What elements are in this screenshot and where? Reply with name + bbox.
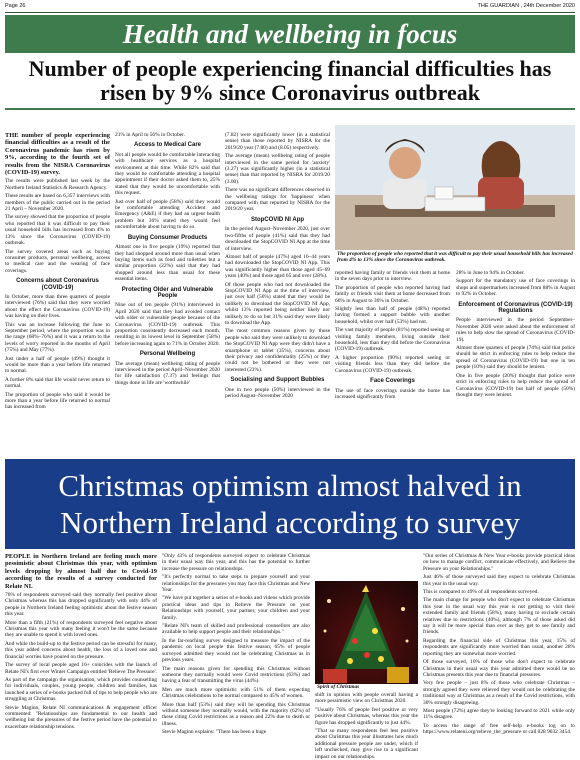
paragraph: The proportion of people who reported having had family or friends visit them at home decreased from 66% in August to 36% in October. bbox=[335, 284, 450, 304]
paragraph: shift in opinion with people overall having a more pessimistic view on Christmas 2020. bbox=[315, 692, 418, 705]
paragraph: A higher proportion (90%) reported seeing or visiting friends less than they did before the Coronavirus (COVID-19) outbreak. bbox=[335, 354, 450, 374]
paragraph: The survey covered areas such as buying consumer products, personal wellbeing, access to medical care and the wearing of face coverings. bbox=[5, 248, 110, 274]
lead-paragraph: PEOPLE in Northern Ireland are feeling much more pessimistic about Christmas this year, with optimism levels dropping by almost half due to Covid-19 according to the results of a survey conducted for Relate NI. bbox=[5, 553, 157, 590]
photo-caption: The proportion of people who reported that it was difficult to pay their usual household bills has increased from 4% to 13% since the Coronavirus outbreak. bbox=[335, 250, 575, 266]
paragraph: The survey showed that the proportion of people who reported that it was difficult to pay their usual household bills has increased from 4% to 13% since the Coronavirus (COVID-19) outbreak. bbox=[5, 214, 110, 247]
subheading: Face Coverings bbox=[370, 378, 415, 385]
paragraph: Just over half of people (58%) said they would be comfortable attending Accident and Emergency (A&E) if they had an urgent health problem but 36% stated they would feel uncomfortable about having to do so. bbox=[115, 198, 220, 231]
paragraph: Slightly less than half of people (48%) reported having formed a support bubble with another household, whilst over half (53%) had not. bbox=[335, 306, 450, 325]
paragraph: The average (mean) wellbeing rating of people interviewed in the same period for 'anxiety' (3.27) was significantly higher (in a statistical sense) than that reported by NISRA for 2019/20 (3.00). bbox=[225, 153, 330, 185]
couple-illustration bbox=[335, 125, 575, 250]
paragraph: Almost half of people (47%) aged 16–44 years had downloaded the StopCOVID NI App. This was significantly higher than those aged 45–69 years (40%) and those aged 65 and over (28%). bbox=[225, 253, 330, 280]
christmas-headline-banner bbox=[5, 459, 575, 549]
paragraph: "That so many respondents feel less positive about Christmas this year illustrates how much additional pressure people are under, which if left unchecked, may give rise to a significant impact on our relationships. bbox=[315, 728, 418, 760]
divider bbox=[5, 108, 575, 110]
subheading: Enforcement of Coronavirus (COVID-19) Regulations bbox=[458, 301, 573, 315]
paragraph: The average (mean) wellbeing rating of people interviewed in the period April–November 2020 for life satisfaction (7.37) and feelings that things done in life are 'worthwhile' bbox=[115, 360, 220, 386]
paragraph: 28% in June to 94% in October. bbox=[456, 270, 525, 276]
paragraph: Support for the mandatory use of face coverings in shops and supermarkets increased from 88% in August to 92% in October. bbox=[456, 278, 575, 298]
paragraph: Of those people who had not downloaded the StopCOVID NI App at the time of interview, just over half (56%) stated that they would be unlikely to download the StopCOVID NI App, whilst 13% reported being neither likely nor unlikely to do so but 31% said they were likely to download the App. bbox=[225, 281, 330, 326]
photo-caption: Spirit of Christmas bbox=[315, 684, 418, 692]
subheading: Protecting Older and Vulnerable People bbox=[121, 286, 214, 299]
paragraph: "Relate NI's team of skilled and professional counsellors are also available to help support people and their relationships." bbox=[162, 623, 310, 636]
paragraph: This is compared to 49% of all respondents surveyed. bbox=[423, 589, 539, 596]
article1-column-5 bbox=[456, 270, 575, 455]
paragraph: Men are much more optimistic with 51% of them expecting Christmas celebrations to be normal compared to 45% of women. bbox=[162, 686, 310, 700]
paragraph: One in five people (20%) thought that police were strict in enforcing rules to help reduce the spread of Coronavirus (COVID-19) but half of people (50%) thought they were lenient. bbox=[456, 372, 575, 398]
paragraph: Not all people would be comfortable interacting with healthcare services as a hospital environment at this time. While 82% said that they would be comfortable attending a hospital appointment if their doctor asked them to, 25% stated that they would be uncomfortable with this request. bbox=[115, 151, 220, 197]
paragraph: The most common reasons given by those people who said they were unlikely to download the StopCOVID NI App were they didn't have a smartphone or tablet (35%), concerns about their privacy and confidentiality (25%) or they could not be bothered or they were not interested (23%). bbox=[225, 328, 330, 373]
paragraph: The main change for people who don't expect to celebrate Christmas this year in the usual way this year is not getting to visit their extended family and friends (58%), many having to exclude certain relatives due to restrictions (40%), although 7% of those asked did say it will be more special than ever as they get to see family and friends. bbox=[423, 597, 575, 636]
paragraph: Just under a half of people (49%) thought it would be more than a year before life returned to normal. bbox=[5, 355, 110, 375]
paragraph: Almost one in five people (19%) reported that they had shopped around more than usual when buying items such as food and toiletries but a similar proportion (22%) said that they had shopped around less than usual for these essential items. bbox=[115, 244, 220, 283]
paragraph: The use of face coverings outside the home has increased significantly from bbox=[335, 387, 450, 400]
paragraph: These results are based on 6,357 interviews with members of the public carried out in the period 21 April – November 2020. bbox=[5, 193, 110, 213]
subheading: Access to Medical Care bbox=[133, 142, 202, 149]
headline-line-2: Northern Ireland according to survey bbox=[60, 505, 520, 540]
paragraph: To access the range of free self-help e-books log on to https://www.relateni.org/relieve_the_pressure or call 028 9032 3454. bbox=[423, 722, 575, 736]
paragraph: The survey of local people aged 16+ coincides with the launch of Relate NI's first ever Winter Campaign entitled 'Relieve The Pressure'. bbox=[5, 662, 157, 675]
paragraph: A further 8% said that life would never return to normal. bbox=[5, 376, 110, 390]
paragraph: 21% in April to 56% in October. bbox=[115, 132, 185, 138]
page-number: Page 26 bbox=[5, 3, 26, 9]
paragraph: The main reasons given for spending this Christmas without someone they normally would were Covid restrictions (63%) and having a fear of transmitting the virus (44%). bbox=[162, 665, 310, 685]
paragraph: More than a fifth (21%) of respondents surveyed feel negative about Christmas this year with many feeling it won't be the same because they are unable to spend it with loved ones. bbox=[5, 619, 157, 639]
photo-christmas-tree bbox=[315, 581, 418, 684]
page-header bbox=[5, 3, 575, 13]
paragraph: 76% of respondents surveyed said they normally feel positive about Christmas whereas this has dropped significantly with only 44% of people in Northern Ireland feeling optimistic about the festive season this year. bbox=[5, 592, 157, 618]
article1-column-4 bbox=[335, 270, 450, 455]
paragraph: reported having family or friends visit them at home in the seven days prior to interview. bbox=[335, 270, 450, 283]
headline-line-1: Christmas optimism almost halved in bbox=[58, 468, 522, 503]
paragraph: Nine out of ten people (91%) interviewed in April 2020 said that they had avoided contact with older or vulnerable people because of the Coronavirus (COVID-19) outbreak. This proportion consistently decreased each month, resulting in its lowest level in September (58%) before increasing again to 71% in October 2020. bbox=[115, 302, 220, 347]
paragraph: In the period August–November 2020, just over two-fifths of people (41%) said that they had downloaded the StopCOVID NI App at the time of interview. bbox=[225, 226, 330, 252]
paragraph: Of those surveyed, 10% of those who don't expect to celebrate Christmas in their usual way this year admitted there would be no Christmas presents this year due to financial pressures. bbox=[423, 659, 575, 678]
article2-column-3 bbox=[315, 692, 418, 760]
paragraph: "Usually 76% of people feel positive or very positive about Christmas, whereas this year the figure has dropped significantly to just 44%. bbox=[315, 706, 418, 726]
article1-column-1 bbox=[5, 132, 110, 457]
paragraph: This was an increase following the June to September period, where the proportion was in the range (68%–76%) and it was a return to the levels of worry reported in the months of April (75%) and May (77%). bbox=[5, 321, 110, 354]
paragraph: Very few people – just 8% of those who celebrate Christmas – strongly agreed they were relieved they would not be celebrating the traditional way at Christmas as a result of the Covid restrictions, with 30% strongly disagreeing. bbox=[423, 680, 575, 706]
paragraph: "It's perfectly normal to take steps to prepare yourself and your relationships for the pressures you may face this Christmas and New Year. bbox=[162, 574, 310, 594]
paragraph: In the far-reaching survey designed to measure the impact of the pandemic on local people this festive season, 65% of people surveyed admitted they would not be celebrating Christmas as in previous years. bbox=[162, 637, 310, 664]
paragraph: And while the build-up to the festive period can be stressful for many, this year added concerns about health, the loss of a loved one and financial worries have poured on the pressure. bbox=[5, 640, 157, 660]
paragraph: (7.82) were significantly lower (in a statistical sense) than those reported by NISRA for the 2019/20 year (7.80) and (8.05) respectively. bbox=[225, 132, 330, 151]
subheading: StopCOVID NI App bbox=[250, 216, 305, 223]
paragraph: The proportion of people who said it would be more than a year before life returned to normal has increased from bbox=[5, 391, 110, 411]
paragraph: Just 46% of those surveyed said they expect to celebrate Christmas this year in the usual way. bbox=[423, 574, 575, 587]
paragraph: "Our series of Christmas & New Year e-books provide practical ideas on how to manage conflict, communicate effectively, and Relieve the Pressure on your Relationships." bbox=[423, 553, 575, 572]
paragraph: Stevie Maginn explains: "There has been a huge bbox=[162, 729, 267, 736]
paragraph: "Only 43% of respondents surveyed expect to celebrate Christmas in their usual way this year, and this has the potential to further increase the pressure on relationships. bbox=[162, 553, 310, 572]
article1-column-3 bbox=[225, 132, 330, 457]
paragraph: In October, more than three quarters of people interviewed (76%) said that they were worried about the effect the Coronavirus (COVID-19) was having on their lives. bbox=[5, 293, 110, 320]
lead-paragraph: THE number of people experiencing financial difficulties as a result of the Coronavirus pandemic has risen by 9%, according to the fourth set of results from the NISRA Coronavirus (COVID-19) survey. bbox=[5, 132, 110, 177]
subheading: Buying Consumer Products bbox=[127, 234, 208, 241]
paragraph: The vast majority of people (81%) reported seeing or visiting family members, living outside their household, less than they did before the Coronavirus (COVID-19) outbreak. bbox=[335, 327, 450, 353]
subheading: Socialising and Support Bubbles bbox=[230, 377, 325, 384]
paragraph: "We have put together a series of e-books and videos which provide practical ideas and tips to Relieve the Pressure on your Relationships with yourself, your partner, your children and your family. bbox=[162, 595, 310, 621]
photo-couple-bills bbox=[335, 125, 575, 250]
paragraph: Regarding the financial side of Christmas this year, 15% of respondents are significantly more worried than usual, another 28% reporting they are somewhat more worried. bbox=[423, 637, 575, 657]
article2-column-4 bbox=[423, 553, 575, 736]
paragraph: There was no significant differences observed in the wellbeing ratings for 'happiness' when compared with that reported by NISRA for the 2019/20 year. bbox=[225, 187, 330, 213]
paragraph: Almost three quarters of people (74%) said that police should be strict in enforcing rules to help reduce the spread of Coronavirus (COVID-19) but one in ten people (10%) said they should be lenient. bbox=[456, 345, 575, 371]
section-banner: Health and wellbeing in focus bbox=[5, 15, 575, 53]
paragraph: More than half (53%) said they will be spending this Christmas without someone they normally would, with the majority (62%) of these citing Covid restrictions as a reason and 22% due to death or illness. bbox=[162, 701, 310, 727]
subheading: Concerns about Coronavirus (COVID-19) bbox=[16, 278, 99, 291]
paper-dateline: THE GUARDIAN , 24th December 2020 bbox=[477, 3, 575, 9]
subheading: Personal Wellbeing bbox=[139, 351, 196, 358]
paragraph: The results were published last week by the Northern Ireland Statistics & Research Agency. bbox=[5, 178, 110, 191]
article2-column-2 bbox=[162, 553, 310, 736]
paragraph: Most people (72%) agree they're looking forward to 2021 while only 11% disagree. bbox=[423, 707, 575, 721]
paragraph: As part of the campaign the organisation, which provides counselling for individuals, couples, young people, children and families, has launched a series of e-books packed full of tips to help people who are struggling at Christmas. bbox=[5, 676, 157, 703]
article1-column-2 bbox=[115, 132, 220, 457]
paragraph: People interviewed in the period September–November 2020 were asked about the enforcement of rules to help slow the spread of Coronavirus (COVID-19). bbox=[456, 317, 575, 343]
article2-column-1 bbox=[5, 553, 157, 733]
paragraph: Stevie Maginn, Relate NI communications & engagement officer commented: "Relationships are fundamental to our health and wellbeing but the pressures of the festive period have the potential to exacerbate relationship tensions. bbox=[5, 704, 157, 730]
headline-financial: Number of people experiencing financial difficulties has risen by 9% since Coronavirus outbreak bbox=[28, 56, 552, 105]
paragraph: One in two people (50%) interviewed in the period August–November 2020 bbox=[225, 386, 330, 400]
christmas-illustration bbox=[315, 581, 418, 684]
